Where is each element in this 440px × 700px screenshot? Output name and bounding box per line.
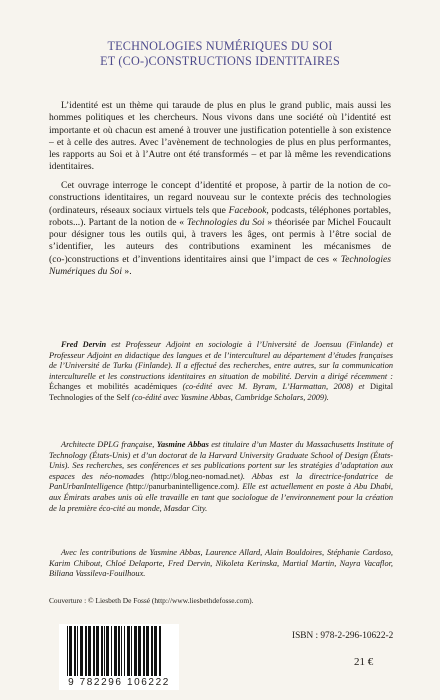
barcode-bar — [134, 626, 137, 676]
price: 21 € — [354, 656, 374, 668]
isbn-barcode — [59, 624, 179, 690]
p2-text-a: Cet ouvrage interroge le concept d’identité et propose, à partir de la notion de co-constructions identitaires, un regard nouveau sur le contexte précis des technologies (ordinateurs, réseaux sociaux virtuels tels que — [49, 180, 391, 216]
title-line-1: TECHNOLOGIES NUMÉRIQUES DU SOI — [107, 39, 333, 53]
bio-dervin-text-b: (co-édité avec M. Byram, L’Harmattan, 2008) et — [177, 382, 370, 392]
barcode-bar — [127, 626, 130, 676]
bio-dervin-book-2: Digital Technologies of the Self — [49, 382, 393, 402]
title-line-2: ET (CO-)CONSTRUCTIONS IDENTITAIRES — [100, 54, 340, 68]
barcode-bar — [124, 626, 125, 676]
barcode-bar — [131, 626, 132, 676]
contributors-list — [49, 548, 393, 580]
barcode-bars — [59, 624, 179, 678]
barcode-bar — [67, 626, 68, 676]
barcode-bar — [146, 626, 149, 676]
barcode-bar — [138, 626, 141, 676]
barcode-digits: 9 782296 106222 — [59, 676, 179, 689]
bio-abbas-name: Yasmine Abbas — [156, 440, 209, 449]
barcode-bar — [80, 626, 83, 676]
barcode-bar — [114, 626, 117, 676]
barcode-bar — [106, 626, 109, 676]
barcode-bar — [96, 626, 99, 676]
bio-fred-dervin — [49, 340, 393, 404]
cover-credit: Couverture : © Liesbeth De Fossé (http://www.liesbethdefosse.com). — [49, 596, 254, 605]
p2-technologies-numeriques: Technologies Numériques du Soi — [49, 253, 391, 278]
barcode-bar — [118, 626, 120, 676]
bio-dervin-text-c: (co-édité avec Yasmine Abbas, Cambridge Scholars, 2009). — [129, 392, 329, 402]
barcode-bar — [69, 626, 72, 676]
barcode-bar — [88, 626, 91, 676]
p2-text-d: ». — [122, 266, 132, 278]
bio-abbas-url-2: http://panurbanintelligence.com — [128, 482, 235, 492]
barcode-bar — [143, 626, 145, 676]
bio-abbas-url-1: http://blog.neo-nomad.net — [153, 471, 241, 481]
barcode-bar — [77, 626, 78, 676]
p2-technologies-du-soi: Technologies du Soi — [186, 216, 265, 228]
barcode-bar — [104, 626, 105, 676]
barcode-bar — [101, 626, 103, 676]
p2-facebook: Facebook — [228, 204, 267, 216]
barcode-bar — [159, 626, 161, 676]
bio-dervin-book-1: Échanges et mobilités académiques — [49, 382, 178, 392]
contributors-text: Avec les contributions de Yasmine Abbas, Laurence Allard, Alain Bouldoires, Stéphanie Cardoso, Karim Chibout, Chloé Delaporte, Fred Dervin, Nikoleta Kerinska, Martial Martin, Nayra Vacaflor, Biliana Vassileva-Fouilhoux. — [49, 548, 393, 579]
barcode-bar — [93, 626, 95, 676]
barcode-bar — [154, 626, 157, 676]
barcode-bar — [85, 626, 87, 676]
bio-dervin-text-a: est Professeur Adjoint en sociologie à l’Université de Joensuu (Finlande) et Professeur Adjoint en didactique des langues et de l’interculturel au département d’études françaises de l’Université de Turku (Finlande). Il a effectué des recherches, entre autres, sur la communication interculturelle et les constructions identitaires en situation de mobilité. Dervin a dirigé récemment : — [49, 340, 393, 381]
intro-paragraph-1: L’identité est un thème qui taraude de plus en plus le grand public, mais aussi les hommes politiques et les chercheurs. Nous vivons dans une société où l’identité est importante et où chacun est amené à trouver une justification potentielle à son existence – et à celle des autres. Avec l’avènement de technologies de plus en plus performantes, les rapports au Soi et à l’Autre ont été transformés – et par là même les revendications identitaires. — [49, 100, 391, 173]
p2-text-b: , podcasts, téléphones portables, robots...). Partant de la notion de « — [49, 204, 391, 228]
intro-paragraph-2 — [49, 180, 391, 278]
barcode-bar — [151, 626, 153, 676]
isbn-number: ISBN : 978-2-296-10622-2 — [292, 631, 394, 641]
bio-abbas-text-b: est titulaire d’un Master du Massachusetts Institute of Technology (États-Unis) et d’un doctorat de la Harvard University Graduate School of Design (États-Unis). Ses recherches, ses conférences et ses publications portent sur les stratégies d’adaptation aux espaces des néo-nomades ( — [49, 440, 393, 481]
bio-abbas-text-c: ). Abbas est la directrice-fondatrice de PanUrbanIntelligence ( — [49, 471, 393, 492]
barcode-bar — [111, 626, 112, 676]
barcode-bar — [74, 626, 76, 676]
barcode-bar — [121, 626, 122, 676]
book-title — [40, 39, 400, 69]
p2-text-c: » théorisée par Michel Foucault pour désigner tous les outils qui, à travers les âges, ont permis à l’être social de s’identifier, les auteurs des contributions examinent les mécanismes de (co-)constructions et d’inventions identitaires ainsi que l’impact de ces « — [49, 216, 391, 265]
bio-abbas-text-a: Architecte DPLG française, — [61, 440, 157, 449]
bio-abbas-text-d: ). Elle est actuellement en poste à Abu Dhabi, aux Émirats arabes unis où elle travaille en tant que sociologue de l’environnement pour la création de la première éco-cité au monde, Masdar City. — [49, 482, 394, 513]
bio-yasmine-abbas — [49, 440, 393, 514]
bio-dervin-name: Fred Dervin — [61, 340, 107, 349]
